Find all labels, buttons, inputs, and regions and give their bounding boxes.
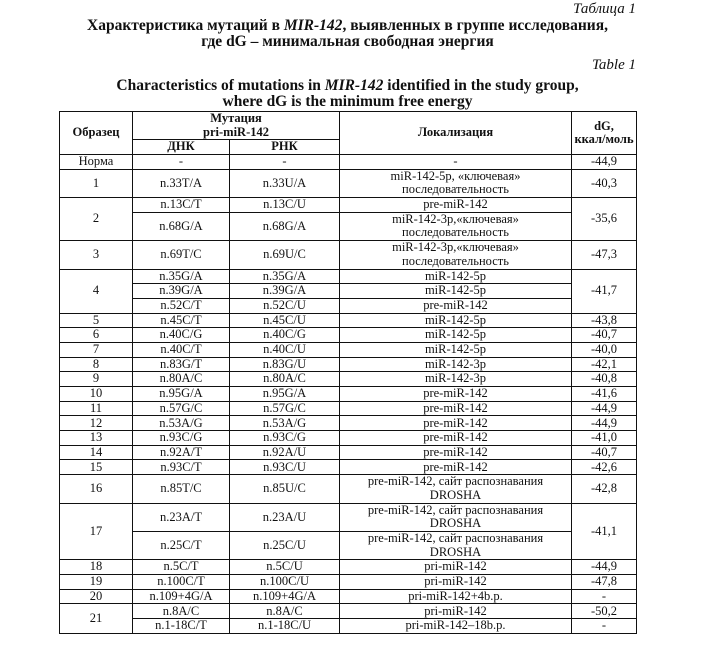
cell-dna: n.85T/C	[133, 475, 230, 503]
cell-localization: pri-miR-142–18b.p.	[340, 619, 572, 634]
cell-sample: 5	[60, 313, 133, 328]
cell-dg: -35,6	[572, 198, 637, 241]
cell-dna: n.5C/T	[133, 560, 230, 575]
table-row	[60, 416, 637, 431]
cell-localization: pre-miR-142	[340, 298, 572, 313]
cell-dna: n.35G/A	[133, 269, 230, 284]
cell-rna: n.85U/C	[230, 475, 340, 503]
cell-rna: n.35G/A	[230, 269, 340, 284]
cell-rna: n.40C/U	[230, 342, 340, 357]
cell-dg: -47,3	[572, 241, 637, 269]
cell-dna: n.40C/G	[133, 328, 230, 343]
table-row	[60, 401, 637, 416]
cell-rna: n.33U/A	[230, 169, 340, 197]
cell-rna: n.13C/U	[230, 198, 340, 213]
cell-dna: n.23A/T	[133, 503, 230, 531]
cell-dg: -40,8	[572, 372, 637, 387]
cell-sample: 19	[60, 575, 133, 590]
table-row	[60, 445, 637, 460]
cell-dna: n.25C/T	[133, 531, 230, 559]
cell-dg: -41,0	[572, 431, 637, 446]
cell-dna: n.68G/A	[133, 212, 230, 240]
cell-localization: miR-142-5p, «ключевая» последовательность	[340, 169, 572, 197]
table-row	[60, 155, 637, 170]
cell-sample: 12	[60, 416, 133, 431]
cell-dna: n.69T/C	[133, 241, 230, 269]
cell-dg: -43,8	[572, 313, 637, 328]
table-row	[60, 284, 637, 299]
col-header-sample: Образец	[60, 112, 133, 155]
cell-dg: -40,7	[572, 445, 637, 460]
cell-dna: n.80A/C	[133, 372, 230, 387]
cell-dna: n.83G/T	[133, 357, 230, 372]
cell-dg: -41,6	[572, 387, 637, 402]
cell-sample: 8	[60, 357, 133, 372]
cell-rna: n.95G/A	[230, 387, 340, 402]
table-row	[60, 560, 637, 575]
cell-sample: 6	[60, 328, 133, 343]
cell-sample: 17	[60, 503, 133, 560]
cell-rna: n.8A/C	[230, 604, 340, 619]
cell-dg: -40,3	[572, 169, 637, 197]
table-row	[60, 357, 637, 372]
cell-dna: n.33T/A	[133, 169, 230, 197]
cell-dna: n.52C/T	[133, 298, 230, 313]
cell-localization: miR-142-5p	[340, 284, 572, 299]
cell-dna: n.100C/T	[133, 575, 230, 590]
cell-localization: miR-142-3p	[340, 357, 572, 372]
col-header-rna: РНК	[230, 140, 340, 155]
table-row	[60, 460, 637, 475]
cell-sample: 10	[60, 387, 133, 402]
cell-rna: n.83G/U	[230, 357, 340, 372]
cell-rna: n.93C/U	[230, 460, 340, 475]
caption-en	[59, 78, 636, 110]
cell-localization: pri-miR-142	[340, 560, 572, 575]
cell-localization: miR-142-5p	[340, 342, 572, 357]
cell-rna: n.68G/A	[230, 212, 340, 240]
table-row	[60, 531, 637, 559]
table-row	[60, 589, 637, 604]
table-row	[60, 372, 637, 387]
caption-ru	[59, 18, 636, 50]
cell-sample: 18	[60, 560, 133, 575]
cell-dg: -47,8	[572, 575, 637, 590]
cell-sample: 9	[60, 372, 133, 387]
cell-dna: n.13C/T	[133, 198, 230, 213]
table-row	[60, 269, 637, 284]
cell-localization: miR-142-3p,«ключевая» последовательность	[340, 241, 572, 269]
cell-rna: n.45C/U	[230, 313, 340, 328]
col-header-dg: dG, ккал/моль	[572, 112, 637, 155]
cell-rna: n.69U/C	[230, 241, 340, 269]
cell-sample: 11	[60, 401, 133, 416]
cell-rna: n.109+4G/A	[230, 589, 340, 604]
cell-dna: -	[133, 155, 230, 170]
cell-localization: pri-miR-142+4b.p.	[340, 589, 572, 604]
cell-dna: n.109+4G/A	[133, 589, 230, 604]
cell-dna: n.95G/A	[133, 387, 230, 402]
cell-rna: n.52C/U	[230, 298, 340, 313]
caption-en-line1: Characteristics of mutations in MIR-142 identified in the study group,	[116, 77, 579, 94]
gene-name: MIR-142	[283, 17, 343, 34]
cell-sample: 7	[60, 342, 133, 357]
cell-dna: n.39G/A	[133, 284, 230, 299]
cell-localization: pre-miR-142, сайт распознавания DROSHA	[340, 531, 572, 559]
cell-localization: pre-miR-142	[340, 401, 572, 416]
cell-dg: -44,9	[572, 416, 637, 431]
cell-dg: -40,0	[572, 342, 637, 357]
cell-sample: 3	[60, 241, 133, 269]
table-row	[60, 212, 637, 240]
table-row	[60, 342, 637, 357]
table-row	[60, 387, 637, 402]
col-header-mutation: Мутация pri-miR-142	[133, 112, 340, 140]
table-label-ru: Таблица 1	[573, 1, 636, 17]
cell-dna: n.57G/C	[133, 401, 230, 416]
cell-rna: n.57G/C	[230, 401, 340, 416]
cell-dna: n.93C/G	[133, 431, 230, 446]
cell-localization: pri-miR-142	[340, 604, 572, 619]
cell-dna: n.53A/G	[133, 416, 230, 431]
caption-ru-line2: где dG – минимальная свободная энергия	[201, 33, 494, 50]
cell-dna: n.1-18C/T	[133, 619, 230, 634]
document-page	[59, 0, 636, 634]
cell-dg: -41,7	[572, 269, 637, 313]
cell-rna: n.23A/U	[230, 503, 340, 531]
cell-rna: -	[230, 155, 340, 170]
cell-rna: n.100C/U	[230, 575, 340, 590]
cell-sample: 13	[60, 431, 133, 446]
cell-rna: n.53A/G	[230, 416, 340, 431]
caption-en-line2: where dG is the minimum free energy	[222, 93, 473, 110]
cell-dg: -41,1	[572, 503, 637, 560]
cell-dna: n.40C/T	[133, 342, 230, 357]
table-row	[60, 475, 637, 503]
cell-rna: n.80A/C	[230, 372, 340, 387]
cell-rna: n.1-18C/U	[230, 619, 340, 634]
cell-dg: -50,2	[572, 604, 637, 619]
table-row	[60, 241, 637, 269]
cell-sample: 20	[60, 589, 133, 604]
cell-dg: -	[572, 619, 637, 634]
cell-dna: n.8A/C	[133, 604, 230, 619]
cell-rna: n.25C/U	[230, 531, 340, 559]
cell-localization: pre-miR-142	[340, 431, 572, 446]
cell-localization: pre-miR-142	[340, 445, 572, 460]
table-row	[60, 169, 637, 197]
table-row	[60, 328, 637, 343]
table-row	[60, 198, 637, 213]
table-row	[60, 619, 637, 634]
cell-dg: -44,9	[572, 560, 637, 575]
cell-rna: n.92A/U	[230, 445, 340, 460]
cell-localization: pre-miR-142	[340, 416, 572, 431]
cell-sample: 16	[60, 475, 133, 503]
table-row	[60, 604, 637, 619]
table-row	[60, 431, 637, 446]
table-row	[60, 503, 637, 531]
cell-sample: 21	[60, 604, 133, 633]
cell-localization: pre-miR-142, сайт распознавания DROSHA	[340, 503, 572, 531]
table-row	[60, 298, 637, 313]
cell-localization: miR-142-3p,«ключевая» последовательность	[340, 212, 572, 240]
cell-dg: -44,9	[572, 155, 637, 170]
caption-ru-line1: Характеристика мутаций в MIR-142, выявленных в группе исследования,	[87, 17, 608, 34]
gene-name: MIR-142	[324, 77, 384, 94]
cell-localization: pre-miR-142	[340, 198, 572, 213]
cell-dg: -40,7	[572, 328, 637, 343]
cell-dg: -42,8	[572, 475, 637, 503]
cell-localization: pri-miR-142	[340, 575, 572, 590]
cell-localization: -	[340, 155, 572, 170]
cell-sample: 2	[60, 198, 133, 241]
col-header-localization: Локализация	[340, 112, 572, 155]
cell-localization: miR-142-5p	[340, 269, 572, 284]
cell-localization: miR-142-5p	[340, 328, 572, 343]
mutations-table	[59, 111, 637, 634]
col-header-dna: ДНК	[133, 140, 230, 155]
cell-dg: -42,1	[572, 357, 637, 372]
cell-dg: -42,6	[572, 460, 637, 475]
table-row	[60, 575, 637, 590]
cell-localization: pre-miR-142, сайт распознавания DROSHA	[340, 475, 572, 503]
cell-rna: n.5C/U	[230, 560, 340, 575]
cell-rna: n.40C/G	[230, 328, 340, 343]
cell-localization: miR-142-5p	[340, 313, 572, 328]
cell-dg: -44,9	[572, 401, 637, 416]
cell-localization: pre-miR-142	[340, 460, 572, 475]
cell-sample: 1	[60, 169, 133, 197]
cell-dg: -	[572, 589, 637, 604]
cell-rna: n.39G/A	[230, 284, 340, 299]
table-row	[60, 313, 637, 328]
cell-sample: 4	[60, 269, 133, 313]
cell-sample: 14	[60, 445, 133, 460]
cell-sample: 15	[60, 460, 133, 475]
cell-localization: pre-miR-142	[340, 387, 572, 402]
cell-dna: n.45C/T	[133, 313, 230, 328]
cell-localization: miR-142-3p	[340, 372, 572, 387]
cell-sample: Норма	[60, 155, 133, 170]
cell-dna: n.92A/T	[133, 445, 230, 460]
cell-rna: n.93C/G	[230, 431, 340, 446]
table-label-en: Table 1	[591, 57, 636, 73]
cell-dna: n.93C/T	[133, 460, 230, 475]
